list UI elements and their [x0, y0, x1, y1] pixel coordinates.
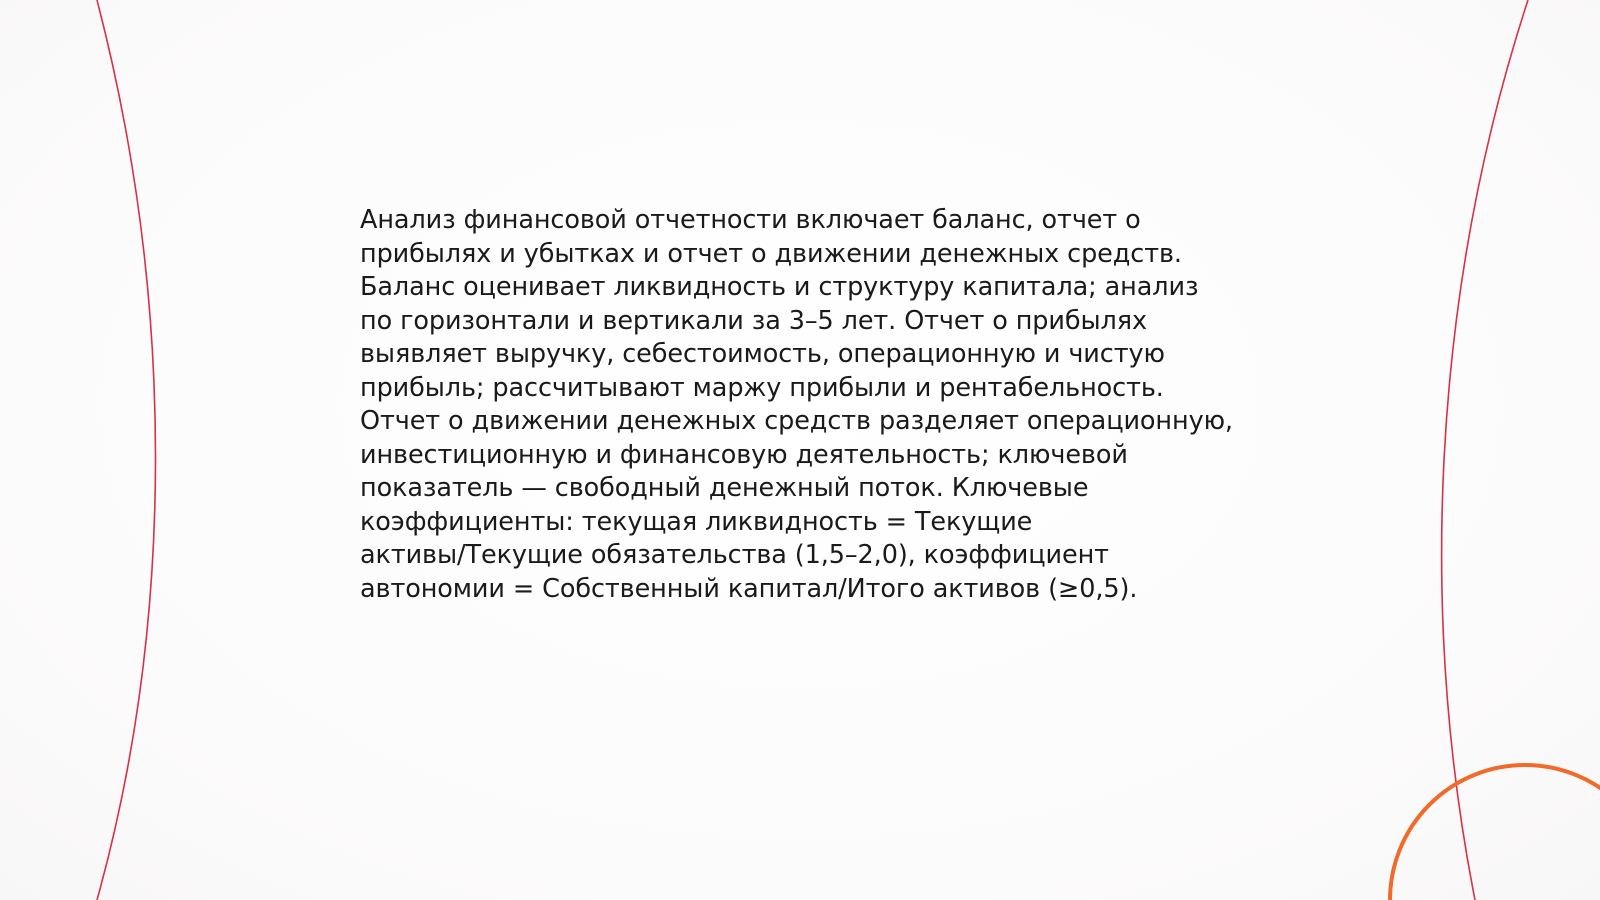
paragraph-line: выявляет выручку, себестоимость, операционную и чистую: [360, 339, 1165, 369]
paragraph-line: прибылях и убытках и отчет о движении денежных средств.: [360, 238, 1182, 269]
paragraph-line: активы/Текущие обязательства (1,5–2,0), коэффициент: [360, 540, 1109, 570]
accent-circle-arc: [1390, 765, 1600, 900]
paragraph-line: показатель — свободный денежный поток. Ключевые: [360, 473, 1089, 503]
paragraph-line: автономии = Собственный капитал/Итого активов (≥0,5).: [360, 573, 1138, 604]
paragraph-line: Отчет о движении денежных средств разделяет операционную,: [360, 406, 1233, 436]
paragraph-line: по горизонтали и вертикали за 3–5 лет. Отчет о прибылях: [360, 305, 1147, 336]
paragraph-line: прибыль; рассчитывают маржу прибыли и рентабельность.: [360, 372, 1164, 403]
paragraph-line: Анализ финансовой отчетности включает баланс, отчет о: [360, 205, 1141, 235]
paragraph-line: Баланс оценивает ликвидность и структуру капитала; анализ: [360, 272, 1199, 302]
left-curve-line: [97, 0, 156, 900]
body-paragraph: [360, 204, 1260, 606]
paragraph-line: инвестиционную и финансовую деятельность; ключевой: [360, 439, 1128, 470]
paragraph-line: коэффициенты: текущая ликвидность = Текущие: [360, 506, 1033, 537]
